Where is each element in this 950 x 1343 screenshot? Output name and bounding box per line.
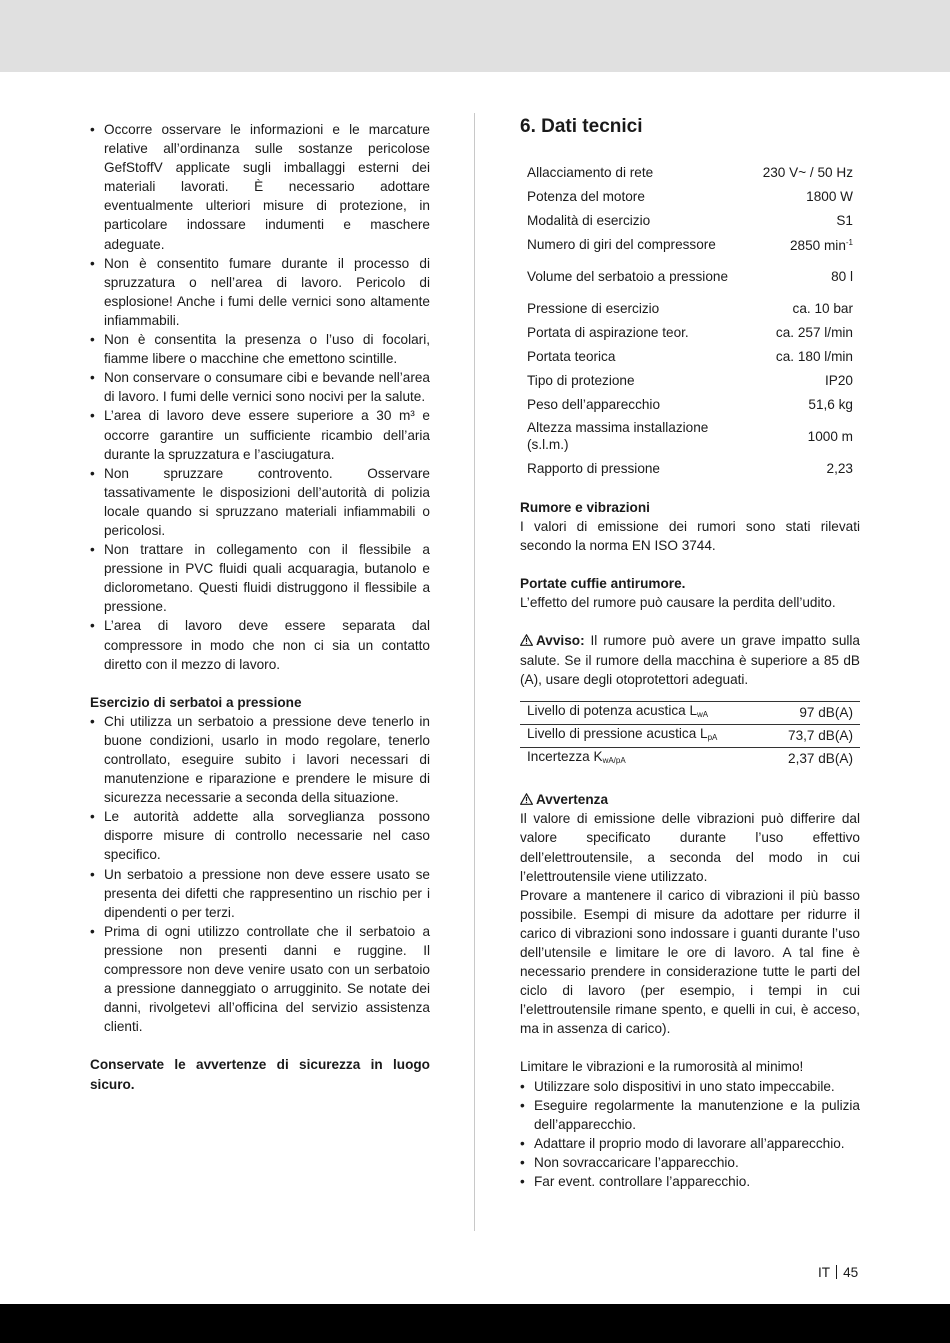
- spec-value: S1: [836, 212, 853, 228]
- specs-table: [520, 160, 860, 480]
- noise-label-subscript: wA: [697, 709, 709, 719]
- spec-label: Pressione di esercizio: [527, 300, 660, 316]
- list-item: • Far event. controllare l’apparecchio.: [520, 1172, 860, 1191]
- noise-label: [520, 701, 765, 724]
- list-item: • Prima di ogni utilizzo controllate che il serbatoio a pressione non presenti danni e ruggine. Il compressore non deve venire usato con un serbatoio a pressione danneggiato o arrugginito. Se notate dei danni, rivolgetevi all’officina del servizio assistenza clienti.: [90, 922, 430, 1037]
- spec-value: 2,23: [826, 460, 853, 476]
- noise-label-subscript: wA/pA: [602, 756, 626, 765]
- spec-label: Altezza massima installazione (s.l.m.): [527, 420, 709, 452]
- limit-text: Limitare le vibrazioni e la rumorosità al minimo!: [520, 1059, 804, 1075]
- spec-value: [756, 232, 860, 256]
- spec-value: 80 l: [831, 268, 853, 284]
- noise-heading: Rumore e vibrazioni: [520, 500, 650, 515]
- table-row: [520, 747, 860, 770]
- spec-label: Modalità di esercizio: [527, 212, 651, 228]
- noise-label-text: Livello di potenza acustica L: [527, 702, 698, 718]
- noise-value: 2,37 dB(A): [788, 751, 853, 766]
- right-column: [520, 114, 860, 1191]
- list-item: • Non è consentito fumare durante il processo di spruzzatura o nell’area di lavoro. Pericolo di esplosione! Anche i fumi delle vernici sono altamente infiammabili.: [90, 254, 430, 330]
- table-row: [520, 184, 860, 208]
- list-item: • L’area di lavoro deve essere superiore a 30 m³ e occorre garantire un sufficiente ricambio dell’aria durante la spruzzatura e l’asciugatura.: [90, 406, 430, 463]
- list-item: • Un serbatoio a pressione non deve essere usato se presenta dei difetti che rappresentino un rischio per i dipendenti o per terzi.: [90, 865, 430, 922]
- table-row: [520, 160, 860, 184]
- spec-value: IP20: [825, 372, 853, 388]
- list-item: • Adattare il proprio modo di lavorare all’apparecchio.: [520, 1134, 860, 1153]
- spec-value: 51,6 kg: [808, 396, 853, 412]
- list-item: • Non spruzzare controvento. Osservare tassativamente le disposizioni dell’autorità di polizia locale quando si spruzzano materiali infiammabili o pericolosi.: [90, 464, 430, 540]
- noise-table: [520, 701, 860, 771]
- spec-label: Potenza del motore: [527, 188, 645, 204]
- pressure-tank-list: [90, 712, 430, 1037]
- spec-label: Numero di giri del compressore: [527, 236, 716, 252]
- spec-label: Portata di aspirazione teor.: [527, 324, 689, 340]
- noise-label: [520, 724, 765, 747]
- table-row: [520, 232, 860, 256]
- limit-list: [520, 1077, 860, 1192]
- table-row: [520, 208, 860, 232]
- table-row: [520, 368, 860, 392]
- noise-value: 73,7 dB(A): [765, 724, 860, 747]
- list-item: • Le autorità addette alla sorveglianza possono disporre misure di controllo necessarie nel caso specifico.: [90, 807, 430, 864]
- noise-label-subscript: pA: [707, 732, 718, 742]
- spec-value-text: 2850 min: [789, 238, 846, 253]
- language-code: IT: [818, 1265, 831, 1280]
- column-divider: [474, 113, 475, 1231]
- table-row: [520, 416, 860, 456]
- warning-heading: [520, 790, 860, 809]
- list-item: • Non trattare in collegamento con il flessibile a pressione in PVC fluidi quali acquaragia, butanolo e diclorometano. Questi fluidi distruggono il flessibile a pressione.: [90, 540, 430, 616]
- page-number: 45: [843, 1265, 859, 1280]
- left-column: [90, 120, 430, 1094]
- list-item: • Eseguire regolarmente la manutenzione e la pulizia dell’apparecchio.: [520, 1096, 860, 1134]
- noise-label-text: Livello di pressione acustica L: [527, 725, 708, 741]
- table-row: [520, 701, 860, 724]
- list-item: • Utilizzare solo dispositivi in uno stato impeccabile.: [520, 1077, 860, 1096]
- noise-value: 97 dB(A): [765, 701, 860, 724]
- list-item: • Occorre osservare le informazioni e le marcature relative all’ordinanza sulle sostanze pericolose GefStoffV applicate sugli imballaggi esterni dei materiali lavorati. È necessario adottare eventualmente ulteriori misure di protezione, in particolare indossare indumenti e maschere adeguate.: [90, 120, 430, 254]
- spec-label: Rapporto di pressione: [527, 460, 660, 476]
- warning-paragraph: Provare a mantenere il carico di vibrazioni il più basso possibile. Esempi di misure da adottare per ridurre il carico di vibrazioni sono indossare i guanti durante l’uso dell’utensile e limitare le ore di lavoro. A tal fine è necessario prendere in considerazione tutte le parti del ciclo di lavoro (per esempio, i tempi in cui l’elettroutensile rimane spento, e quelli in cui, è acceso, ma in assenza di carico).: [520, 887, 860, 1037]
- warning-heading-text: Avvertenza: [536, 792, 609, 808]
- footer-band: [0, 1304, 950, 1343]
- noise-label: [520, 747, 765, 770]
- spec-value: 1800 W: [806, 188, 853, 204]
- spec-value: 230 V~ / 50 Hz: [762, 164, 853, 180]
- spec-value: ca. 180 l/min: [775, 348, 853, 364]
- page-footer: [818, 1264, 858, 1282]
- list-item: • Non è consentita la presenza o l’uso di focolari, fiamme libere o macchine che emettono scintille.: [90, 330, 430, 368]
- header-band: [0, 0, 950, 72]
- spec-value: ca. 10 bar: [792, 300, 853, 316]
- safety-list: [90, 120, 430, 674]
- ear-protection-text: L’effetto del rumore può causare la perdita dell’udito.: [520, 595, 836, 611]
- warning-icon: [520, 793, 533, 805]
- section-title: 6. Dati tecnici: [520, 116, 643, 137]
- list-item: • L’area di lavoro deve essere separata dal compressore in modo che non ci sia un contatto diretto con il mezzo di lavoro.: [90, 616, 430, 673]
- list-item: • Non sovraccaricare l’apparecchio.: [520, 1153, 860, 1172]
- spec-label: Allacciamento di rete: [527, 164, 654, 180]
- warning-icon: [520, 634, 533, 646]
- noise-text: I valori di emissione dei rumori sono stati rilevati secondo la norma EN ISO 3744.: [520, 519, 860, 554]
- noise-label-text: Incertezza K: [527, 749, 603, 764]
- table-row: [520, 344, 860, 368]
- spec-value: ca. 257 l/min: [775, 324, 853, 340]
- footer-separator: [836, 1265, 837, 1279]
- spec-label: Volume del serbatoio a pressione: [527, 268, 729, 284]
- spec-label: Peso dell’apparecchio: [527, 396, 661, 412]
- notice-text: Il rumore può avere un grave impatto sulla salute. Se il rumore della macchina è superiore a 85 dB (A), usare degli otoprotettori adeguati.: [520, 633, 860, 687]
- table-row: [520, 320, 860, 344]
- table-row: [520, 392, 860, 416]
- notice-label: Avviso:: [536, 633, 585, 649]
- ear-protection-heading: Portate cuffie antirumore.: [520, 576, 686, 592]
- list-item: • Non conservare o consumare cibi e bevande nell’area di lavoro. I fumi delle vernici sono nocivi per la salute.: [90, 368, 430, 406]
- notice-paragraph: [520, 631, 860, 688]
- list-item: • Chi utilizza un serbatoio a pressione deve tenerlo in buone condizioni, usarlo in modo regolare, tenerlo controllato, eseguire subito i lavori necessari di manutenzione e riparazione e prendere le misure di sicurezza necessarie a seconda della situazione.: [90, 712, 430, 807]
- warning-paragraph: Il valore di emissione delle vibrazioni può differire dal valore specificato durante l’uso effettivo dell’elettroutensile, a seconda del modo in cui l’elettroutensile viene utilizzato.: [520, 811, 860, 884]
- table-row: [520, 256, 860, 296]
- table-row: [520, 456, 860, 480]
- pressure-tank-heading: Esercizio di serbatoi a pressione: [90, 694, 302, 710]
- spec-label: Portata teorica: [527, 348, 616, 364]
- spec-label: Tipo di protezione: [527, 372, 635, 388]
- spec-value-exponent: -1: [845, 238, 853, 247]
- table-row: [520, 724, 860, 747]
- spec-value: 1000 m: [807, 428, 853, 444]
- closing-note: Conservate le avvertenze di sicurezza in luogo sicuro.: [90, 1057, 430, 1092]
- table-row: [520, 296, 860, 320]
